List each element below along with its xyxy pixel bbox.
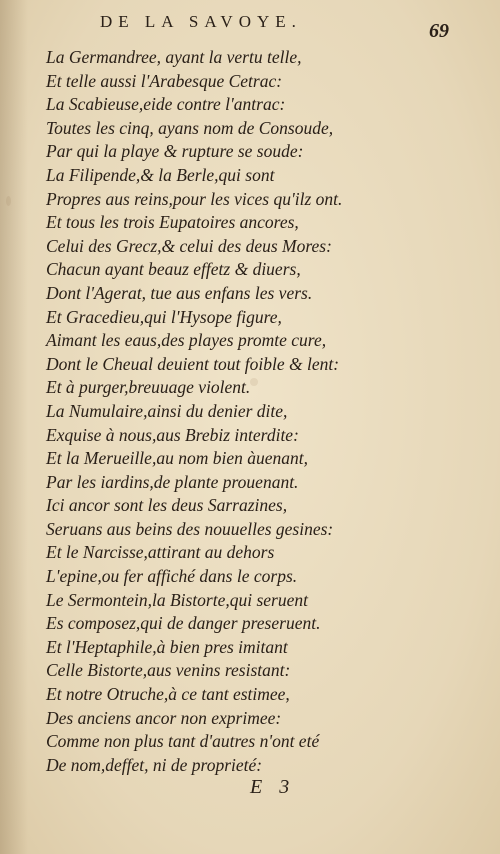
verse-line: Et le Narcisse,attirant au dehors	[46, 542, 275, 563]
verse-line: Par les iardins,de plante prouenant.	[46, 471, 299, 492]
verse-line: Comme non plus tant d'autres n'ont eté	[46, 731, 320, 752]
verse-line: Dont l'Agerat, tue aus enfans les vers.	[46, 282, 313, 303]
paper-stain	[6, 196, 11, 206]
signature-mark: E 3	[250, 776, 296, 798]
verse-line: Le Sermontein,la Bistorte,qui seruent	[46, 589, 308, 610]
verse-line: La Filipende,& la Berle,qui sont	[46, 164, 275, 185]
verse-line: Et tous les trois Eupatoires ancores,	[46, 212, 299, 233]
verse-line: Et notre Otruche,à ce tant estimee,	[46, 684, 290, 705]
verse-line: Par qui la playe & rupture se soude:	[46, 141, 304, 162]
verse-line: Propres aus reins,pour les vices qu'ilz ont.	[46, 188, 343, 209]
verse-line: Et à purger,breuuage violent.	[46, 377, 251, 398]
verse-block	[46, 46, 466, 777]
verse-line: L'epine,ou fer affiché dans le corps.	[46, 566, 298, 587]
spine-shadow	[0, 0, 28, 854]
verse-line: La Scabieuse,eide contre l'antrac:	[46, 94, 286, 115]
verse-line: Celle Bistorte,aus venins resistant:	[46, 660, 291, 681]
verse-line: Dont le Cheual deuient tout foible & lent:	[46, 353, 340, 374]
verse-line: Exquise à nous,aus Brebiz interdite:	[46, 424, 299, 445]
verse-line: La Germandree, ayant la vertu telle,	[46, 47, 302, 67]
verse-line: Es composez,qui de danger preseruent.	[46, 613, 321, 634]
verse-line: Des anciens ancor non exprimee:	[46, 707, 282, 728]
verse-line: Seruans aus beins des nouuelles gesines:	[46, 518, 334, 539]
running-head	[0, 6, 500, 42]
verse-line: Aimant les eaus,des playes promte cure,	[46, 330, 327, 351]
verse-line: Et telle aussi l'Arabesque Cetrac:	[46, 70, 283, 91]
verse-line: Et l'Heptaphile,à bien pres imitant	[46, 636, 288, 657]
verse-line: Ici ancor sont les deus Sarrazines,	[46, 495, 288, 516]
page-header-title: DE LA SAVOYE.	[100, 12, 302, 31]
verse-line: Et Gracedieu,qui l'Hysope figure,	[46, 306, 282, 327]
page-number: 69	[429, 20, 449, 42]
verse-line: Et la Merueille,au nom bien àuenant,	[46, 448, 308, 469]
verse-line: La Numulaire,ainsi du denier dite,	[46, 400, 288, 421]
verse-line: Toutes les cinq, ayans nom de Consoude,	[46, 117, 334, 138]
verse-line: Chacun ayant beauz effetz & diuers,	[46, 259, 301, 280]
verse-line: Celui des Grecz,& celui des deus Mores:	[46, 235, 332, 256]
verse-line: De nom,deffet, ni de proprieté:	[46, 754, 263, 775]
